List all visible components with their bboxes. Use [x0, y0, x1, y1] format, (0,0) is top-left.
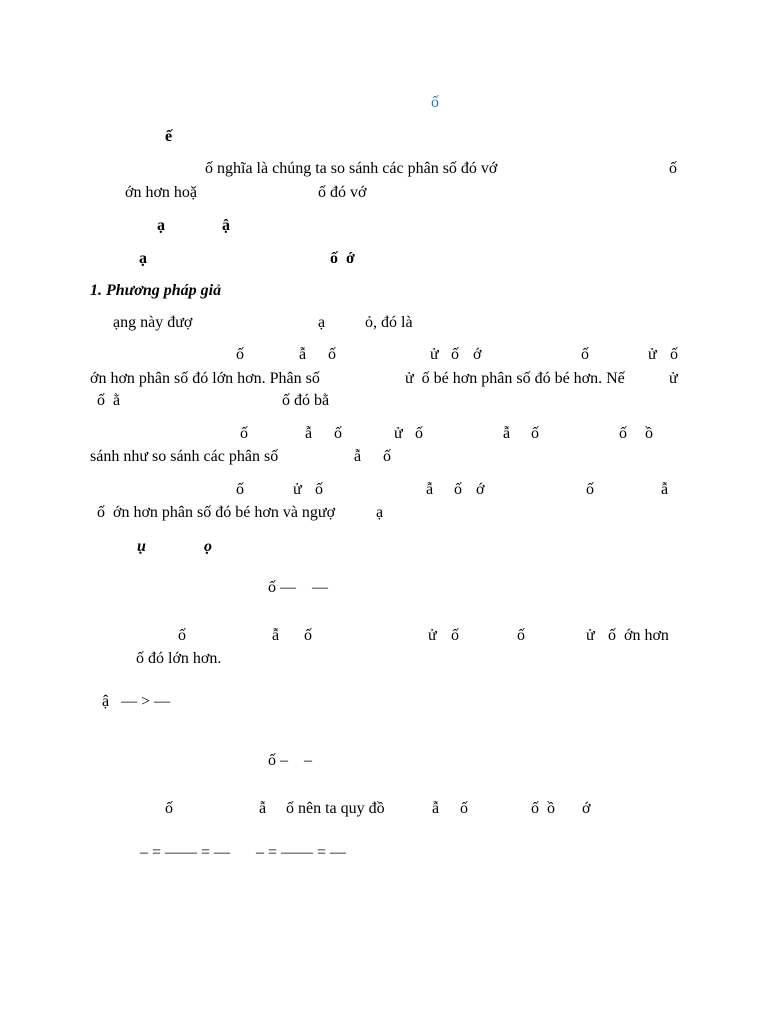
rule2-glyph: ố	[531, 425, 539, 442]
rule2-glyph: ố	[619, 425, 627, 442]
rule2-glyph: ồ	[645, 425, 653, 442]
rule3-line2-a: ố ớn hơn phân số đó bé hơn và ngượ	[97, 504, 336, 521]
rule3-glyph: ố	[454, 481, 462, 498]
rule1-glyph: ố	[670, 346, 678, 363]
rule3-glyph: ớ	[476, 481, 485, 498]
example2-glyph: ố nên ta quy đồ	[286, 800, 385, 817]
example1-glyph: ố	[517, 627, 525, 644]
rule2-line2-c: ố	[383, 448, 391, 465]
section1-intro-a: ạng này đượ	[113, 314, 193, 331]
example2-glyph: ố ồ	[531, 800, 555, 817]
rule2-glyph: ố	[415, 425, 423, 442]
sub-line1-b: ậ	[222, 217, 230, 234]
sub-line2-b: ố ớ	[330, 250, 355, 267]
rule1-glyph: ớ	[473, 346, 482, 363]
sub-line2-a: ạ	[139, 250, 147, 267]
section1-intro-b: ạ	[318, 314, 326, 331]
example1-glyph: ố	[304, 627, 312, 644]
rule1-glyph: ố	[236, 346, 244, 363]
example2-equation: – = —— = —	[140, 844, 231, 861]
example-heading-b: ọ	[204, 538, 212, 555]
para1-line2-a: ớn hơn hoặ	[125, 184, 198, 201]
section1-intro-c: ỏ, đó là	[365, 314, 413, 331]
rule1-glyph: ố	[328, 346, 336, 363]
rule3-line2-b: ạ	[376, 504, 384, 521]
rule3-glyph: ố	[586, 481, 594, 498]
example1-glyph: ử	[428, 627, 437, 644]
rule2-glyph: ố	[334, 425, 342, 442]
example2-glyph: ẫ	[259, 800, 267, 817]
example1-glyph: ử	[586, 627, 595, 644]
rule1-line2-b: ử ố bé hơn phân số đó bé hơn. Nế	[405, 370, 625, 387]
rule3-glyph: ẫ	[426, 481, 434, 498]
example1-glyph: ố	[178, 627, 186, 644]
para1-line2-b: ố đó vớ	[318, 184, 367, 201]
rule1-line3-b: ố đó bằ	[282, 392, 330, 409]
example2-glyph: ẫ	[432, 800, 440, 817]
title-fragment: ố	[431, 94, 439, 111]
rule1-line2-c: ử	[669, 370, 678, 387]
rule1-glyph: ử	[430, 346, 439, 363]
rule2-glyph: ẫ	[305, 425, 313, 442]
rule1-glyph: ử	[648, 346, 657, 363]
example1-conclusion: ậ — > —	[102, 693, 171, 710]
example1-task: ố — —	[268, 579, 328, 596]
rule1-line3-a: ố ằ	[97, 392, 121, 409]
rule2-line2-b: ẫ	[354, 448, 362, 465]
rule2-line2-a: sánh như so sánh các phân số	[90, 448, 279, 465]
para1-line1-a: ố nghĩa là chúng ta so sánh các phân số đó vớ	[205, 160, 498, 177]
example1-glyph: ố ớn hơn	[608, 627, 669, 644]
intro-heading: ế	[165, 128, 173, 145]
section1-heading: 1. Phương pháp giả	[90, 282, 222, 299]
example2-glyph: ớ	[582, 800, 591, 817]
sub-line1-a: ạ	[157, 217, 165, 234]
rule2-glyph: ử	[394, 425, 403, 442]
example2-equation: – = —— = —	[256, 844, 347, 861]
rule3-glyph: ố	[315, 481, 323, 498]
rule1-line2-a: ớn hơn phân số đó lớn hơn. Phân số	[90, 370, 320, 387]
rule2-glyph: ố	[240, 425, 248, 442]
rule1-glyph: ố	[451, 346, 459, 363]
example1-glyph: ẫ	[272, 627, 280, 644]
rule2-glyph: ẫ	[503, 425, 511, 442]
rule1-glyph: ẫ	[299, 346, 307, 363]
example1-sol-line2: ố đó lớn hơn.	[136, 650, 222, 667]
rule3-glyph: ẫ	[661, 481, 669, 498]
rule3-glyph: ử	[293, 481, 302, 498]
para1-line1-b: ố	[669, 160, 677, 177]
example2-task: ố – –	[268, 752, 312, 769]
example2-glyph: ố	[460, 800, 468, 817]
example-heading-a: ụ	[137, 538, 146, 555]
rule3-glyph: ố	[236, 481, 244, 498]
example1-glyph: ố	[451, 627, 459, 644]
example2-glyph: ố	[165, 800, 173, 817]
rule1-glyph: ố	[581, 346, 589, 363]
